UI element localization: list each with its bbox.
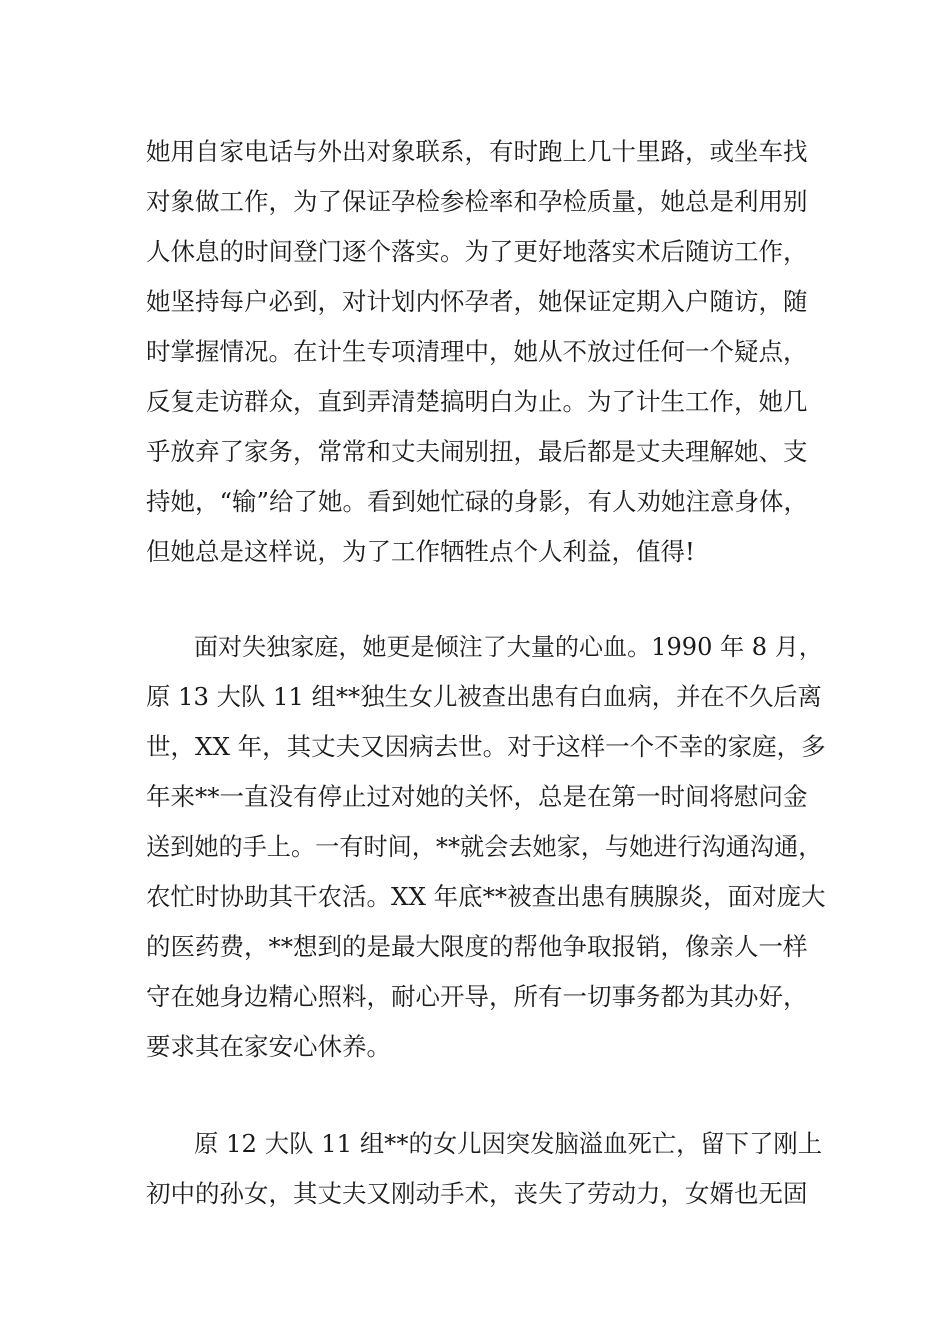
text-line: 但她总是这样说，为了工作牺牲点个人利益，值得! xyxy=(146,537,695,566)
text-line: 乎放弃了家务，常常和丈夫闹别扭，最后都是丈夫理解她、支 xyxy=(146,437,808,466)
text-line: 世，XX 年，其丈夫又因病去世。对于这样一个不幸的家庭，多 xyxy=(146,732,826,761)
paragraph-1 xyxy=(146,127,826,577)
text-line: 对象做工作，为了保证孕检参检率和孕检质量，她总是利用别 xyxy=(146,187,808,216)
text-line: 持她，“输”给了她。看到她忙碌的身影，有人劝她注意身体， xyxy=(146,487,809,516)
paragraph-2 xyxy=(146,622,826,1072)
text-line: 的医药费，**想到的是最大限度的帮他争取报销，像亲人一样 xyxy=(146,932,808,961)
text-line: 她坚持每户必到，对计划内怀孕者，她保证定期入户随访，随 xyxy=(146,287,808,316)
text-line: 时掌握情况。在计生专项清理中，她从不放过任何一个疑点， xyxy=(146,337,808,366)
text-line: 守在她身边精心照料，耐心开导，所有一切事务都为其办好， xyxy=(146,982,808,1011)
text-line: 年来**一直没有停止过对她的关怀，总是在第一时间将慰问金 xyxy=(146,782,808,811)
text-line: 人休息的时间登门逐个落实。为了更好地落实术后随访工作， xyxy=(146,237,808,266)
text-line: 原 13 大队 11 组**独生女儿被查出患有白血病，并在不久后离 xyxy=(146,682,822,711)
text-line: 初中的孙女，其丈夫又刚动手术，丧失了劳动力，女婿也无固 xyxy=(146,1179,808,1208)
text-line: 要求其在家安心休养。 xyxy=(146,1032,391,1061)
text-line: 反复走访群众，直到弄清楚搞明白为止。为了计生工作，她几 xyxy=(146,387,808,416)
text-line: 她用自家电话与外出对象联系，有时跑上几十里路，或坐车找 xyxy=(146,137,808,166)
text-line-indented: 面对失独家庭，她更是倾注了大量的心血。1990 年 8 月， xyxy=(194,633,823,661)
text-line-indented: 原 12 大队 11 组**的女儿因突发脑溢血死亡，留下了刚上 xyxy=(194,1129,823,1158)
paragraph-3 xyxy=(146,1119,826,1219)
text-line: 送到她的手上。一有时间，**就会去她家，与她进行沟通沟通， xyxy=(146,833,823,861)
text-line: 农忙时协助其干农活。XX 年底**被查出患有胰腺炎，面对庞大 xyxy=(146,882,826,911)
